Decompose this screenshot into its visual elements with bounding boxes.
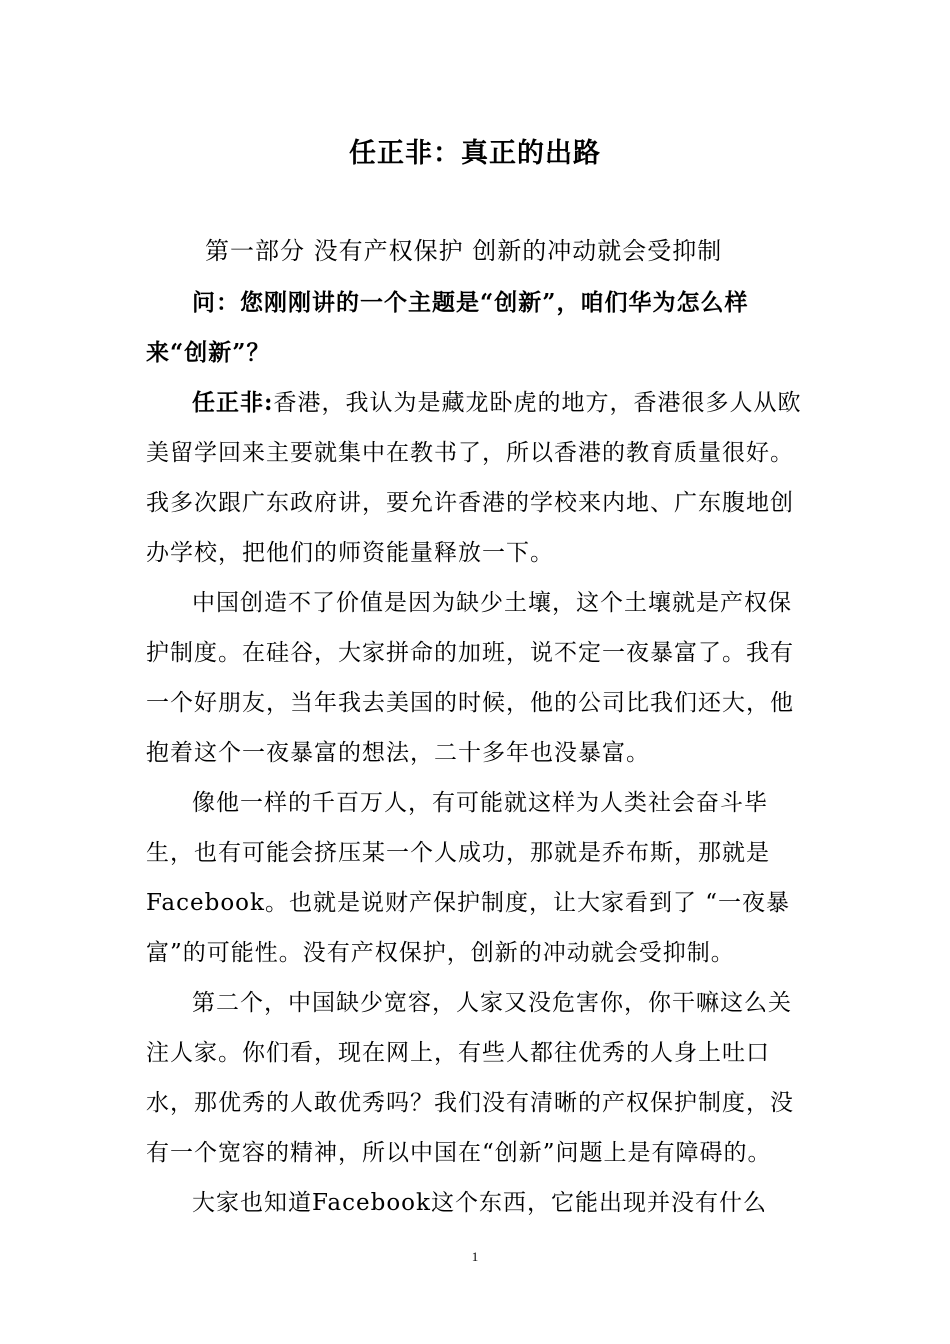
page-number: 1 [471, 1249, 479, 1264]
body-paragraph-1: 中国创造不了价值是因为缺少土壤，这个土壤就是产权保护制度。在硅谷，大家拼命的加班，说不定一夜暴富了。我有一个好朋友，当年我去美国的时候，他的公司比我们还大，他抱着这个一夜暴富的想法，二十多年也没暴富。 [146, 590, 794, 766]
question-paragraph: 问：您刚刚讲的一个主题是“创新”，咱们华为怎么样来“创新”？ [146, 289, 749, 366]
body-paragraph-2: 像他一样的千百万人，有可能就这样为人类社会奋斗毕生，也有可能会挤压某一个人成功，那就是乔布斯，那就是Facebook。也就是说财产保护制度，让大家看到了 “一夜暴富”的可能性。没有产权保护，创新的冲动就会受抑制。 [146, 790, 791, 966]
answer-paragraph [146, 378, 808, 578]
answer-text: 香港，我认为是藏龙卧虎的地方，香港很多人从欧美留学回来主要就集中在教书了，所以香港的教育质量很好。我多次跟广东政府讲，要允许香港的学校来内地、广东腹地创办学校，把他们的师资能量释放一下。 [146, 390, 802, 566]
section-heading: 第一部分 没有产权保护 创新的冲动就会受抑制 [205, 237, 723, 265]
document-title: 任正非：真正的出路 [349, 138, 601, 169]
speaker-name: 任正非: [192, 389, 274, 416]
body-paragraph-3: 第二个，中国缺少宽容，人家又没危害你，你干嘛这么关注人家。你们看，现在网上，有些人都往优秀的人身上吐口水，那优秀的人敢优秀吗？我们没有清晰的产权保护制度，没有一个宽容的精神，所以中国在“创新”问题上是有障碍的。 [146, 990, 794, 1166]
body-paragraph-4: 大家也知道Facebook这个东西，它能出现并没有什么 [192, 1190, 767, 1216]
document-body [146, 278, 808, 1228]
